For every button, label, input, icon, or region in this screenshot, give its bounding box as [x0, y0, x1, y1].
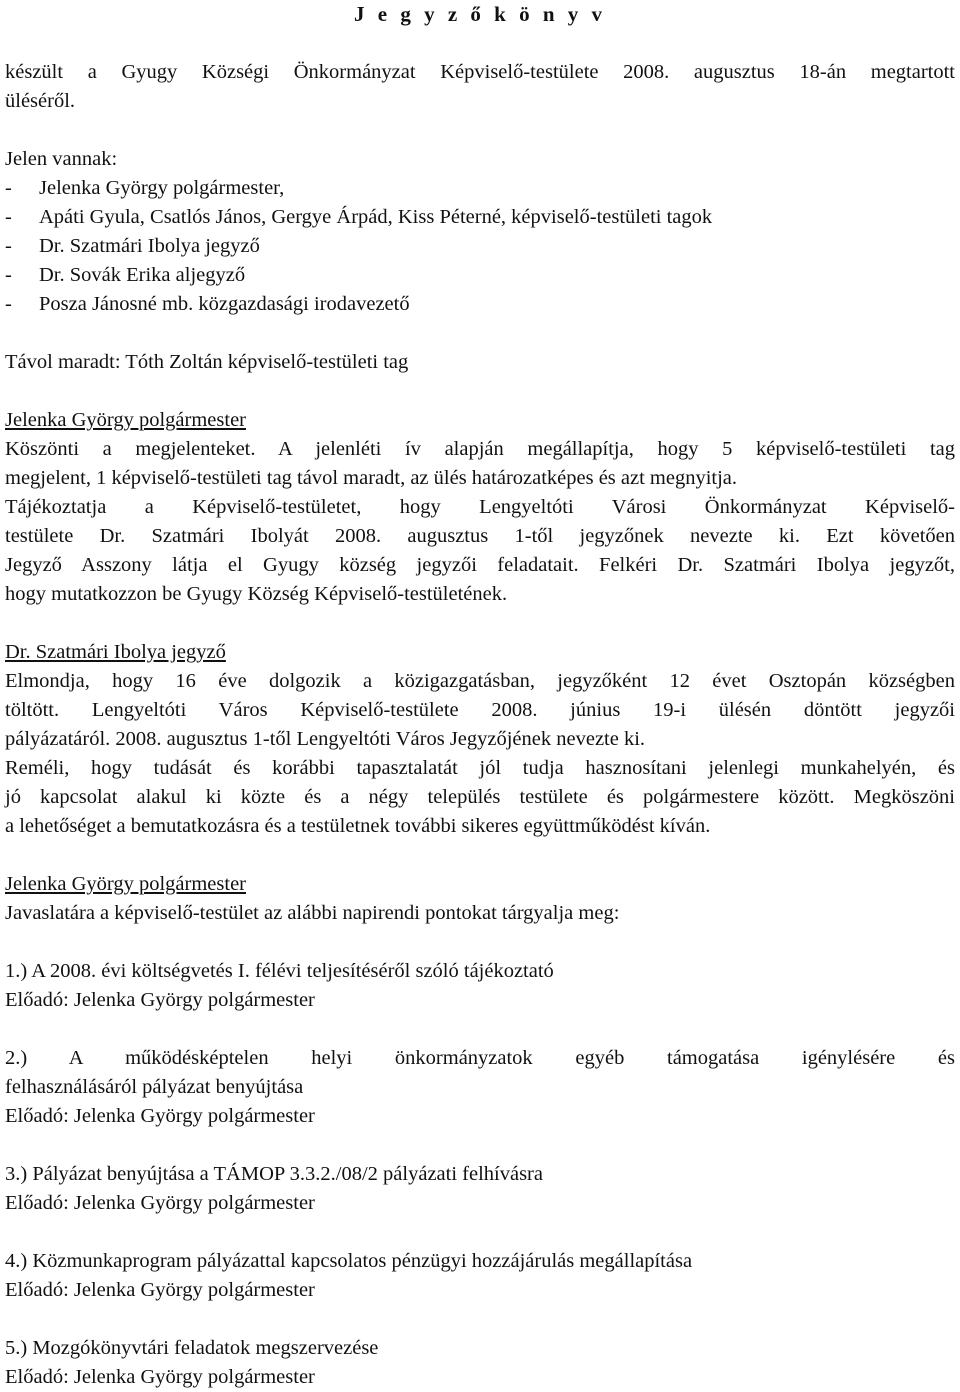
attendee-text: Jelenka György polgármester,: [39, 177, 285, 199]
attendee-text: Dr. Sovák Erika aljegyző: [39, 264, 246, 286]
paragraph-line: a lehetőséget a bemutatkozásra és a testületnek további sikeres együttműködést kíván.: [5, 815, 711, 837]
paragraph-line: Jegyző Asszony látja el Gyugy község jegyzői feladatait. Felkéri Dr. Szatmári Ibolya jegyzőt,: [5, 554, 955, 576]
speaker-heading: Jelenka György polgármester: [5, 873, 246, 895]
agenda-item-title: 3.) Pályázat benyújtása a TÁMOP 3.3.2./08/2 pályázati felhívásra: [5, 1163, 543, 1185]
agenda-item-presenter: Előadó: Jelenka György polgármester: [5, 1279, 315, 1301]
agenda-item-presenter: Előadó: Jelenka György polgármester: [5, 989, 315, 1011]
paragraph-line: Tájékoztatja a Képviselő-testületet, hogy Lengyeltóti Városi Önkormányzat Képviselő-: [5, 496, 955, 518]
intro-paragraph: [5, 58, 955, 116]
agenda-item-title: 4.) Közmunkaprogram pályázattal kapcsolatos pénzügyi hozzájárulás megállapítása: [5, 1250, 693, 1272]
attendee-item: - Dr. Szatmári Ibolya jegyző: [5, 235, 260, 257]
document-title: J e g y z ő k ö n y v: [354, 2, 606, 26]
attendee-item: - Dr. Sovák Erika aljegyző: [5, 264, 246, 286]
paragraph-line: hogy mutatkozzon be Gyugy Község Képviselő-testületének.: [5, 583, 508, 605]
paragraph-line: jó kapcsolat alakul ki közte és a négy település testülete és polgármestere között. Megköszöni: [5, 786, 955, 808]
attendee-text: Posza Jánosné mb. közgazdasági irodavezető: [39, 293, 410, 315]
attendee-text: Apáti Gyula, Csatlós János, Gergye Árpád, Kiss Péterné, képviselő-testületi tagok: [39, 206, 713, 228]
section-mayor-opening: [5, 406, 955, 609]
attendee-item: - Posza Jánosné mb. közgazdasági irodavezető: [5, 293, 410, 315]
agenda-item-title: 2.) A működésképtelen helyi önkormányzatok egyéb támogatása igénylésére és: [5, 1047, 955, 1069]
agenda-item-title: 5.) Mozgókönyvtári feladatok megszervezése: [5, 1337, 379, 1359]
attendee-text: Dr. Szatmári Ibolya jegyző: [39, 235, 260, 257]
agenda-item-title: 1.) A 2008. évi költségvetés I. félévi teljesítéséről szóló tájékoztató: [5, 960, 554, 982]
intro-line: készült a Gyugy Községi Önkormányzat Képviselő-testülete 2008. augusztus 18-án megtartott: [5, 61, 955, 83]
attendees-label: Jelen vannak:: [5, 148, 118, 170]
paragraph-line: testülete Dr. Szatmári Ibolyát 2008. augusztus 1-től jegyzőnek nevezte ki. Ezt követően: [5, 525, 955, 547]
paragraph-line: töltött. Lengyeltóti Város Képviselő-testülete 2008. június 19-i ülésén döntött jegyzői: [5, 699, 955, 721]
paragraph-line: Reméli, hogy tudását és korábbi tapasztalatát jól tudja hasznosítani jelenlegi munkahelyén, és: [5, 757, 955, 779]
attendee-item: - Apáti Gyula, Csatlós János, Gergye Árpád, Kiss Péterné, képviselő-testületi tagok: [5, 206, 713, 228]
agenda-item-presenter: Előadó: Jelenka György polgármester: [5, 1105, 315, 1127]
absent-line: Távol maradt: Tóth Zoltán képviselő-testületi tag: [5, 351, 409, 373]
agenda-item: [5, 1044, 955, 1131]
paragraph-line: Köszönti a megjelenteket. A jelenléti ív alapján megállapítja, hogy 5 képviselő-testületi tag: [5, 438, 955, 460]
agenda-list: [5, 957, 955, 1392]
paragraph-line: megjelent, 1 képviselő-testületi tag távol maradt, az ülés határozatképes és azt megnyitja.: [5, 467, 738, 489]
paragraph-line: Elmondja, hogy 16 éve dolgozik a közigazgatásban, jegyzőként 12 évet Osztopán községben: [5, 670, 955, 692]
speaker-heading: Dr. Szatmári Ibolya jegyző: [5, 641, 226, 663]
agenda-item-presenter: Előadó: Jelenka György polgármester: [5, 1366, 315, 1388]
agenda-item: [5, 1160, 955, 1218]
agenda-item-presenter: Előadó: Jelenka György polgármester: [5, 1192, 315, 1214]
paragraph-line: Javaslatára a képviselő-testület az alábbi napirendi pontokat tárgyalja meg:: [5, 902, 620, 924]
agenda-item: [5, 1334, 955, 1392]
agenda-item: [5, 957, 955, 1015]
intro-line: üléséről.: [5, 90, 76, 112]
agenda-item-title: felhasználásáról pályázat benyújtása: [5, 1076, 304, 1098]
attendees-block: [5, 145, 955, 319]
speaker-heading: Jelenka György polgármester: [5, 409, 246, 431]
paragraph-line: pályázatáról. 2008. augusztus 1-től Lengyeltóti Város Jegyzőjének nevezte ki.: [5, 728, 646, 750]
section-notary-intro: [5, 638, 955, 841]
agenda-item: [5, 1247, 955, 1305]
attendee-item: - Jelenka György polgármester,: [5, 177, 285, 199]
section-agenda-proposal: [5, 870, 955, 928]
